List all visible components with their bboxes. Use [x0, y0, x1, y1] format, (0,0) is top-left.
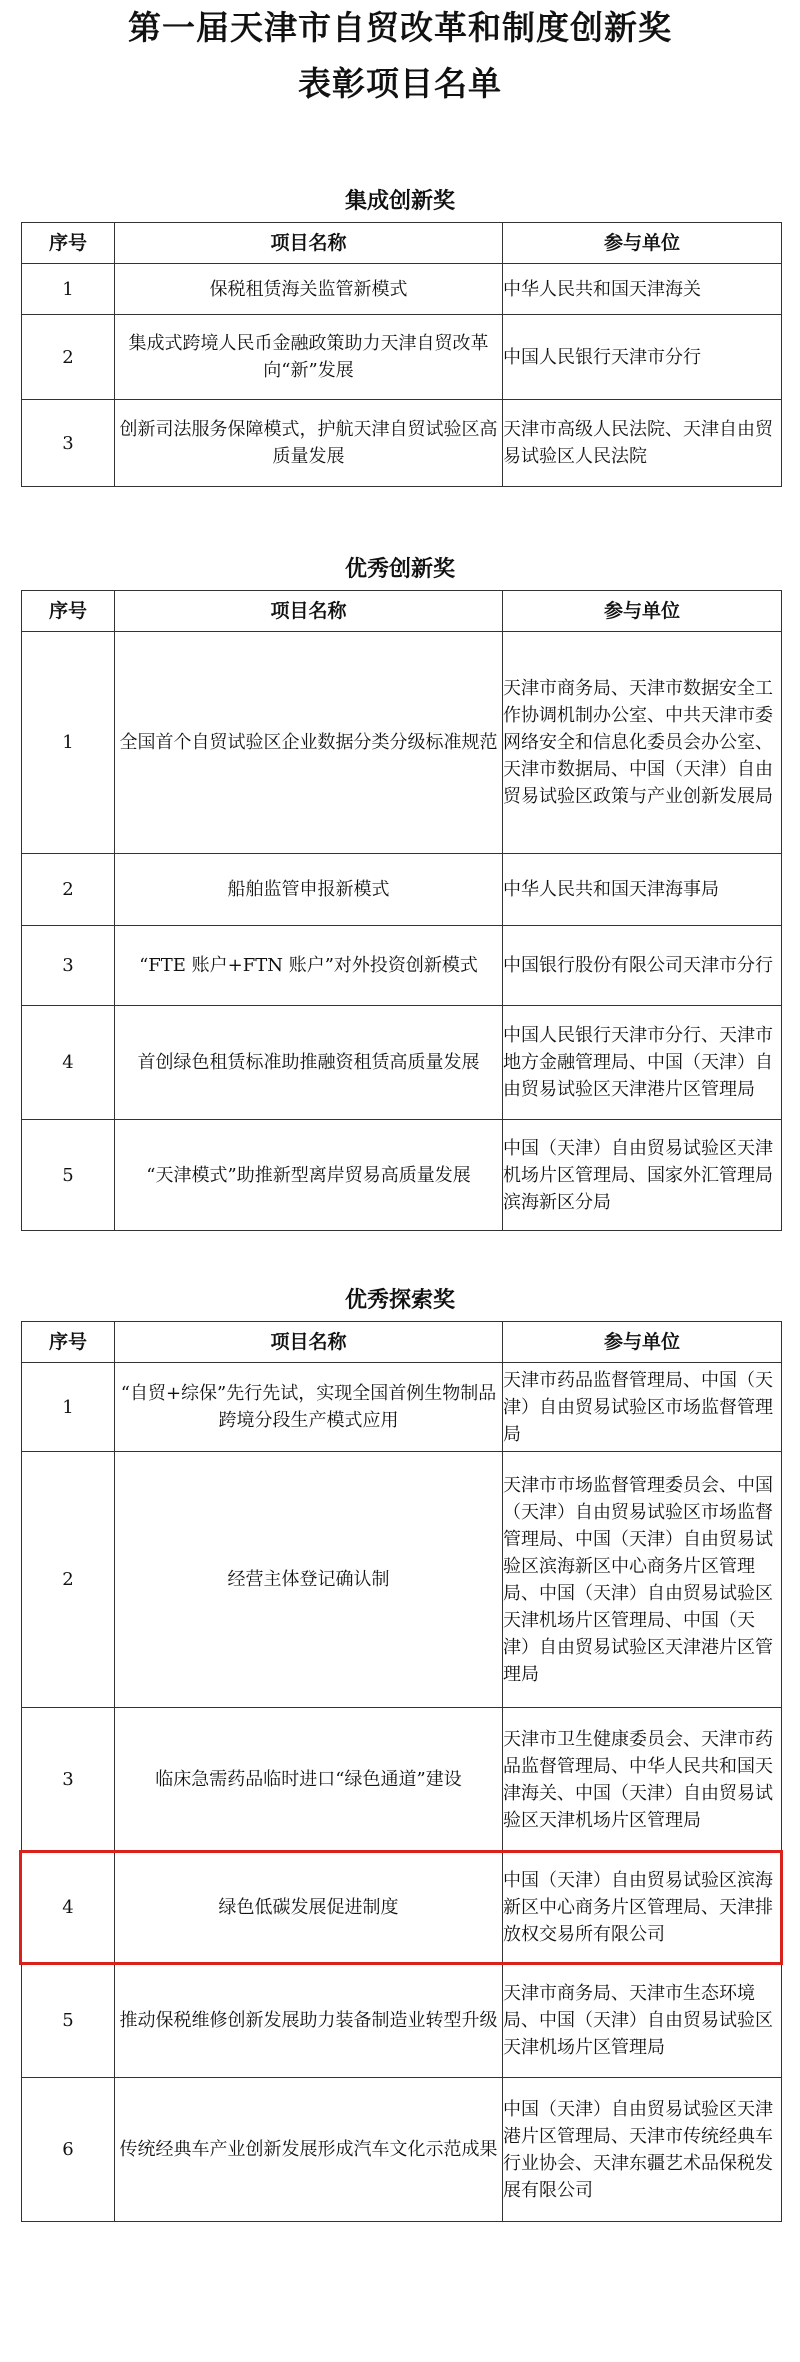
table-excellent-exploration [21, 1321, 782, 2222]
row-no: 2 [22, 1452, 115, 1708]
table-row [22, 264, 782, 315]
row-no: 1 [22, 1363, 115, 1452]
section-title-integrated-innovation: 集成创新奖 [344, 188, 455, 214]
row-project-name: 集成式跨境人民币金融政策助力天津自贸改革向“新”发展 [115, 315, 503, 400]
table-row [22, 854, 782, 926]
row-no: 2 [22, 315, 115, 400]
table-row [22, 926, 782, 1006]
row-project-name: 推动保税维修创新发展助力装备制造业转型升级 [115, 1963, 503, 2078]
row-project-name: “自贸+综保”先行先试，实现全国首例生物制品跨境分段生产模式应用 [115, 1363, 503, 1452]
row-unit: 中国人民银行天津市分行、天津市地方金融管理局、中国（天津）自由贸易试验区天津港片区管理局 [503, 1006, 782, 1120]
row-unit: 天津市卫生健康委员会、天津市药品监督管理局、中华人民共和国天津海关、中国（天津）自由贸易试验区天津机场片区管理局 [503, 1708, 782, 1852]
document-title-line-1: 第一届天津市自贸改革和制度创新奖 [128, 8, 672, 47]
row-unit: 天津市商务局、天津市生态环境局、中国（天津）自由贸易试验区天津机场片区管理局 [503, 1963, 782, 2078]
row-no: 3 [22, 400, 115, 487]
section-title-excellent-innovation: 优秀创新奖 [344, 556, 455, 582]
row-no: 4 [22, 1006, 115, 1120]
row-no: 5 [22, 1963, 115, 2078]
row-project-name: 临床急需药品临时进口“绿色通道”建设 [115, 1708, 503, 1852]
row-project-name: 首创绿色租赁标准助推融资租赁高质量发展 [115, 1006, 503, 1120]
table-row [22, 1120, 782, 1231]
table-header-row [22, 223, 782, 264]
row-unit: 中国人民银行天津市分行 [503, 315, 782, 400]
row-project-name: 保税租赁海关监管新模式 [115, 264, 503, 315]
row-unit: 中华人民共和国天津海关 [503, 264, 782, 315]
row-project-name: “天津模式”助推新型离岸贸易高质量发展 [115, 1120, 503, 1231]
header-no: 序号 [22, 223, 115, 264]
row-project-name: 传统经典车产业创新发展形成汽车文化示范成果 [115, 2078, 503, 2222]
row-no: 1 [22, 632, 115, 854]
table-row [22, 1963, 782, 2078]
row-unit: 天津市市场监督管理委员会、中国（天津）自由贸易试验区市场监督管理局、中国（天津）自由贸易试验区滨海新区中心商务片区管理局、中国（天津）自由贸易试验区天津机场片区管理局、中国（天津）自由贸易试验区天津港片区管理局 [503, 1452, 782, 1708]
row-no: 5 [22, 1120, 115, 1231]
table-row [22, 315, 782, 400]
header-project-name: 项目名称 [115, 1322, 503, 1363]
row-no: 3 [22, 926, 115, 1006]
header-unit: 参与单位 [503, 1322, 782, 1363]
row-no: 1 [22, 264, 115, 315]
header-no: 序号 [22, 591, 115, 632]
row-project-name: 绿色低碳发展促进制度 [115, 1852, 503, 1963]
table-row [22, 1708, 782, 1852]
header-project-name: 项目名称 [115, 591, 503, 632]
row-unit: 天津市药品监督管理局、中国（天津）自由贸易试验区市场监督管理局 [503, 1363, 782, 1452]
row-unit: 中国（天津）自由贸易试验区天津机场片区管理局、国家外汇管理局滨海新区分局 [503, 1120, 782, 1231]
table-row [22, 1452, 782, 1708]
row-unit: 中华人民共和国天津海事局 [503, 854, 782, 926]
table-row [22, 1006, 782, 1120]
row-unit: 天津市高级人民法院、天津自由贸易试验区人民法院 [503, 400, 782, 487]
document-title-line-2: 表彰项目名单 [298, 64, 502, 103]
row-no: 6 [22, 2078, 115, 2222]
table-row [22, 2078, 782, 2222]
table-integrated-innovation [21, 222, 782, 487]
row-project-name: 船舶监管申报新模式 [115, 854, 503, 926]
row-unit: 天津市商务局、天津市数据安全工作协调机制办公室、中共天津市委网络安全和信息化委员会办公室、天津市数据局、中国（天津）自由贸易试验区政策与产业创新发展局 [503, 632, 782, 854]
table-row [22, 1363, 782, 1452]
row-project-name: “FTE 账户+FTN 账户”对外投资创新模式 [115, 926, 503, 1006]
row-project-name: 创新司法服务保障模式，护航天津自贸试验区高质量发展 [115, 400, 503, 487]
header-unit: 参与单位 [503, 223, 782, 264]
row-no: 3 [22, 1708, 115, 1852]
row-no: 4 [22, 1852, 115, 1963]
header-project-name: 项目名称 [115, 223, 503, 264]
table-header-row [22, 1322, 782, 1363]
table-excellent-innovation [21, 590, 782, 1231]
row-unit: 中国（天津）自由贸易试验区天津港片区管理局、天津市传统经典车行业协会、天津东疆艺术品保税发展有限公司 [503, 2078, 782, 2222]
row-project-name: 经营主体登记确认制 [115, 1452, 503, 1708]
row-unit: 中国（天津）自由贸易试验区滨海新区中心商务片区管理局、天津排放权交易所有限公司 [503, 1852, 782, 1963]
row-no: 2 [22, 854, 115, 926]
table-row [22, 400, 782, 487]
table-row [22, 632, 782, 854]
table-header-row [22, 591, 782, 632]
header-unit: 参与单位 [503, 591, 782, 632]
header-no: 序号 [22, 1322, 115, 1363]
section-title-excellent-exploration: 优秀探索奖 [344, 1287, 455, 1313]
row-unit: 中国银行股份有限公司天津市分行 [503, 926, 782, 1006]
row-project-name: 全国首个自贸试验区企业数据分类分级标准规范 [115, 632, 503, 854]
table-row [22, 1852, 782, 1963]
